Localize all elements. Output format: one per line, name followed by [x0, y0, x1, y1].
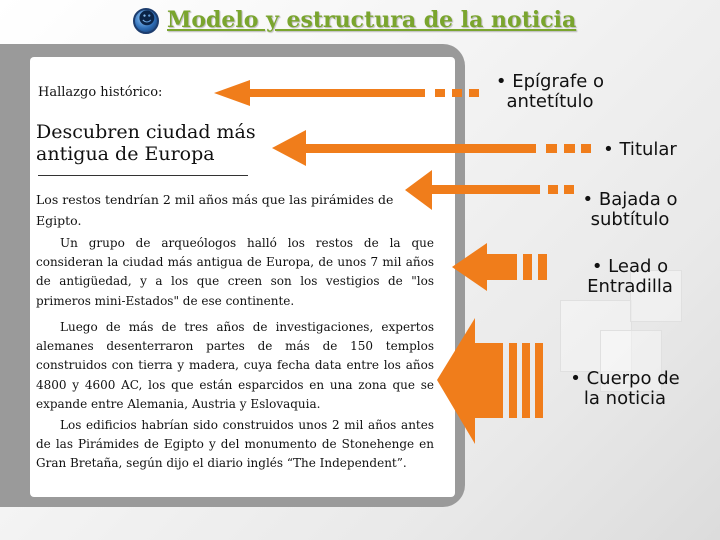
article-epigraph: Hallazgo histórico: [38, 85, 163, 100]
article-body-paragraph: Luego de más de tres años de investigaciones, expertos alemanes desenterraron partes de más de 150 templos construidos con tierra y madera, cuya fecha data entre los años 4800 y 4600 AC, los que están esparcidos en una zona que se expande entre Alemania, Austria y Eslovaquia. [36, 320, 434, 411]
label-epigrafe-line2: antetítulo [506, 91, 594, 112]
smiley-globe-icon [133, 8, 159, 34]
headline-divider [38, 175, 248, 176]
label-cuerpo-line2: la noticia [583, 388, 667, 409]
label-bajada-line2: subtítulo [590, 209, 670, 230]
article-subtitle: Los restos tendrían 2 mil años más que las pirámides de Egipto. [36, 192, 394, 228]
article-body-paragraph: Los edificios habrían sido construidos unos 2 mil años antes de las Pirámides de Egipto y del monumento de Stonehenge en Gran Bretaña, según dijo el diario inglés “The Independent”. [36, 418, 434, 471]
label-lead [560, 257, 700, 297]
label-lead-line2: Entradilla [587, 276, 673, 297]
label-titular: • Titular [603, 139, 677, 160]
structure-labels [465, 0, 720, 540]
label-lead-line1: • Lead o [591, 256, 669, 277]
label-cuerpo-line1: • Cuerpo de [570, 368, 680, 389]
label-cuerpo [550, 369, 700, 409]
slide-title[interactable]: Modelo y estructura de la noticia [167, 7, 577, 33]
label-bajada-line1: • Bajada o [582, 189, 678, 210]
label-epigrafe [485, 72, 615, 112]
label-epigrafe-line1: • Epígrafe o [495, 71, 605, 92]
label-bajada [565, 190, 695, 230]
news-article [30, 57, 455, 497]
article-lead-paragraph: Un grupo de arqueólogos halló los restos de la que consideran la ciudad más antigua de Europa, de unos 7 mil años de antigüedad, y a los que creen son los vestigios de "los primeros mini-Estados" de ese continente. [36, 236, 434, 308]
article-headline: Descubren ciudad más antigua de Europa [36, 121, 256, 165]
